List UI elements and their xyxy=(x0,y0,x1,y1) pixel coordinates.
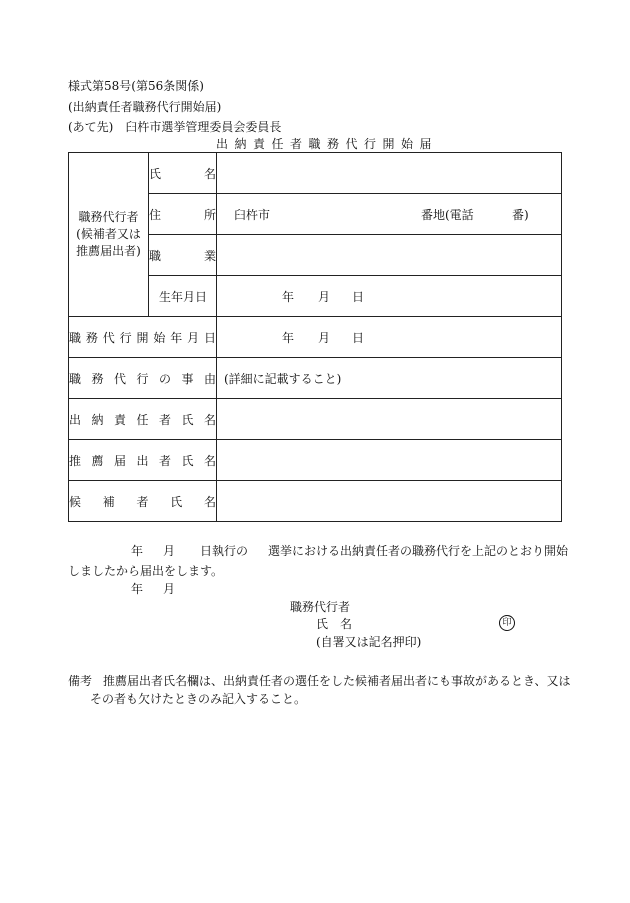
address-lot-phone: 番地(電話 xyxy=(421,208,474,222)
birthdate-year: 年 xyxy=(282,290,295,304)
occupation-field[interactable] xyxy=(217,235,562,276)
statement-election-day: 日執行の xyxy=(200,544,249,558)
form-subtitle: (出納責任者職務代行開始届) xyxy=(68,100,222,114)
reason-note: (詳細に記載すること) xyxy=(224,372,342,386)
statement-text-1: 選挙における出納責任者の職務代行を上記のとおり開始 xyxy=(268,544,569,558)
address-label: 住所 xyxy=(149,194,217,235)
reason-label: 職務代行の事由 xyxy=(69,358,217,399)
birthdate-field[interactable] xyxy=(217,276,562,317)
table-row xyxy=(69,440,562,481)
group-label-line: (候補者又は xyxy=(76,227,141,241)
remarks-line-1: 推薦届出者氏名欄は、出納責任者の選任をした候補者届出者にも事故があるとき、又は xyxy=(103,674,571,688)
reason-field[interactable] xyxy=(217,358,562,399)
table-row xyxy=(69,481,562,522)
candidate-field[interactable] xyxy=(217,481,562,522)
notification-form-table xyxy=(68,152,562,522)
start-date-label: 職務代行開始年月日 xyxy=(69,317,217,358)
birthdate-month: 月 xyxy=(318,290,331,304)
start-year: 年 xyxy=(282,331,295,345)
address-field[interactable] xyxy=(217,194,562,235)
form-number: 様式第58号(第56条関係) xyxy=(68,79,204,93)
recommender-field[interactable] xyxy=(217,440,562,481)
name-field[interactable] xyxy=(217,153,562,194)
table-row xyxy=(69,153,562,194)
signature-note: (自署又は記名押印) xyxy=(316,635,422,649)
treasurer-label: 出納責任者氏名 xyxy=(69,399,217,440)
addressee: (あて先) 臼杵市選挙管理委員会委員長 xyxy=(68,120,282,134)
birthdate-day: 日 xyxy=(352,290,365,304)
group-label-line: 推薦届出者) xyxy=(76,244,141,258)
seal-icon: 印 xyxy=(499,615,515,631)
start-month: 月 xyxy=(318,331,331,345)
recommender-label: 推薦届出者氏名 xyxy=(69,440,217,481)
document-title: 出納責任者職務代行開始届 xyxy=(216,137,439,151)
candidate-label: 候補者氏名 xyxy=(69,481,217,522)
remarks-label: 備考 xyxy=(68,674,93,688)
address-ban: 番) xyxy=(512,208,529,222)
group-label-line: 職務代行者 xyxy=(78,210,139,224)
occupation-label: 職業 xyxy=(149,235,217,276)
submit-year: 年 xyxy=(131,582,144,596)
table-row xyxy=(69,358,562,399)
statement-year: 年 xyxy=(131,544,144,558)
signature-name-label: 氏 名 xyxy=(316,617,353,631)
name-label: 氏名 xyxy=(149,153,217,194)
agent-group-label xyxy=(69,153,149,317)
start-day: 日 xyxy=(352,331,365,345)
birthdate-label: 生年月日 xyxy=(149,276,217,317)
treasurer-field[interactable] xyxy=(217,399,562,440)
statement-text-2: しましたから届出をします。 xyxy=(68,564,224,578)
address-city: 臼杵市 xyxy=(234,208,271,222)
signature-role: 職務代行者 xyxy=(290,600,351,614)
table-row xyxy=(69,317,562,358)
start-date-field[interactable] xyxy=(217,317,562,358)
table-row xyxy=(69,399,562,440)
statement-month: 月 xyxy=(163,544,176,558)
remarks-line-2: その者も欠けたときのみ記入すること。 xyxy=(90,692,307,706)
submit-month: 月 xyxy=(163,582,176,596)
